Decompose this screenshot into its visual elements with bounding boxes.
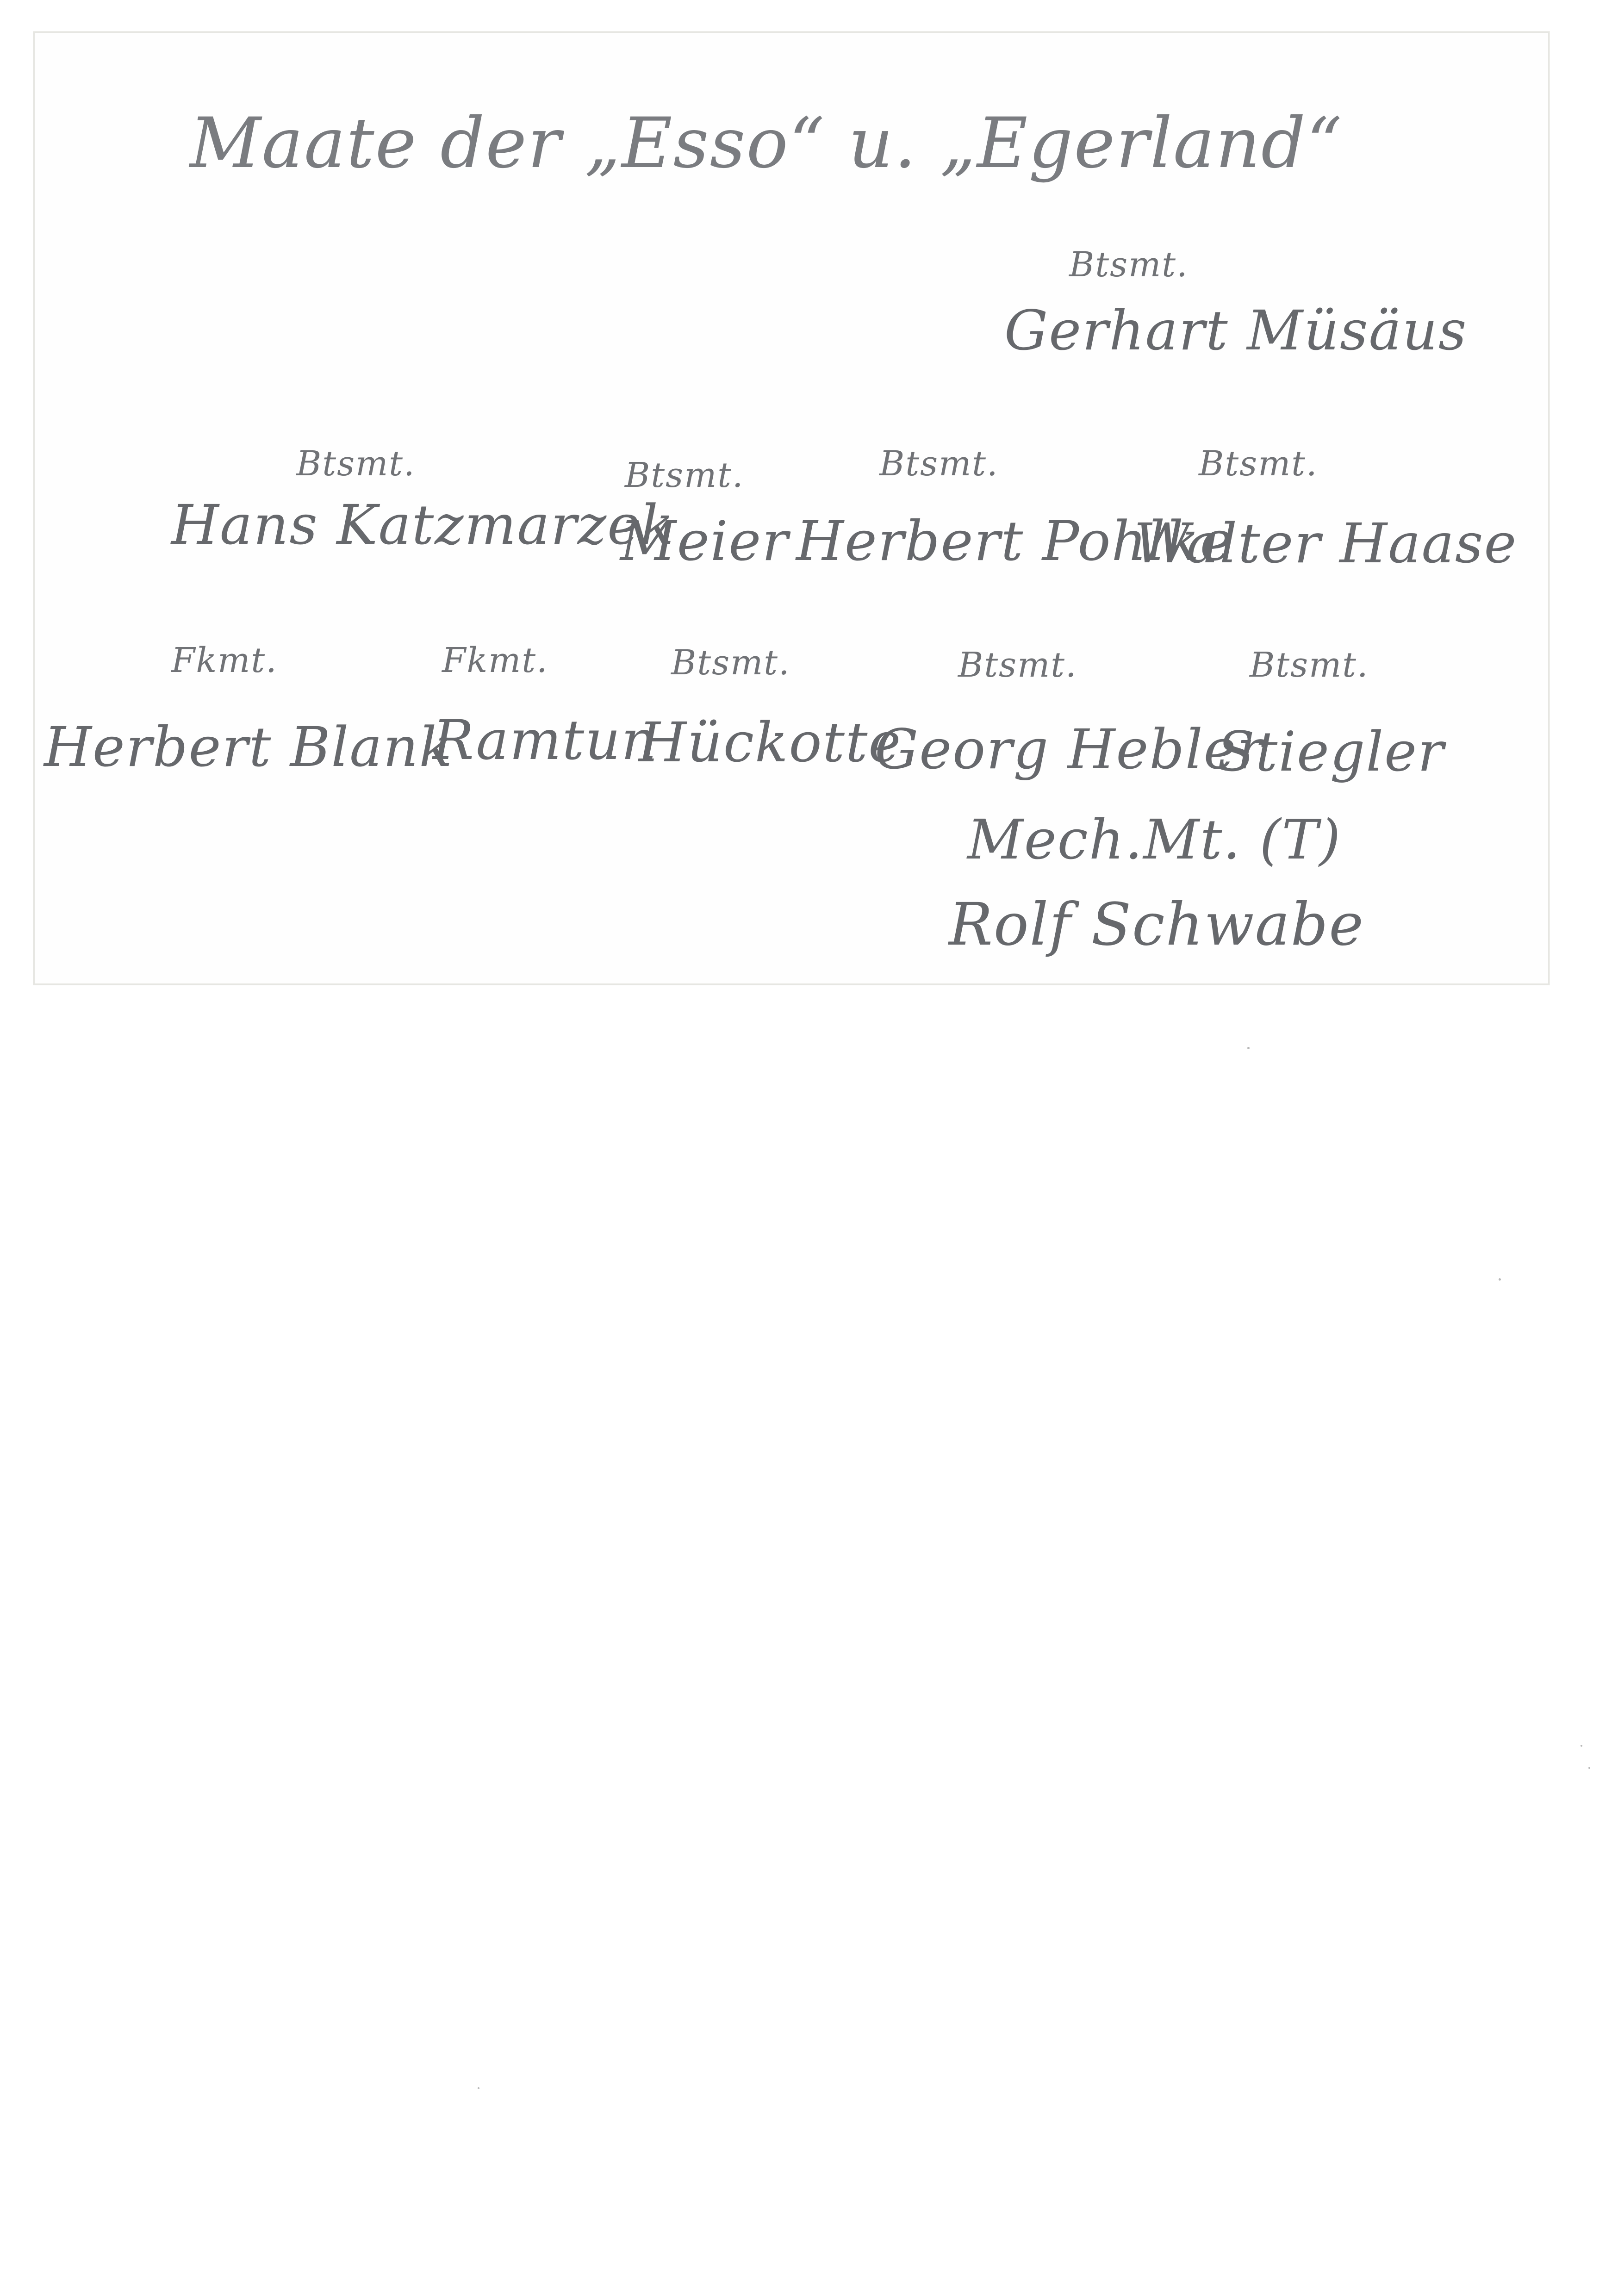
- entry-name: Hückotte: [639, 710, 902, 774]
- scan-speck: [1581, 1745, 1582, 1747]
- entry-rank: Mech.Mt. (T): [967, 808, 1342, 871]
- scan-speck: [478, 2087, 479, 2089]
- entry-name: Meier: [620, 509, 789, 573]
- entry-rank: Fkmt.: [171, 641, 278, 680]
- entry-rank: Btsmt.: [625, 455, 744, 495]
- entry-rank: Btsmt.: [671, 643, 790, 683]
- entry-name: Stiegler: [1217, 720, 1445, 784]
- entry-name: Georg Hebler: [875, 717, 1264, 781]
- entry-rank: Btsmt.: [958, 645, 1077, 685]
- entry-rank: Fkmt.: [442, 641, 548, 680]
- entry-rank: Btsmt.: [1250, 645, 1369, 685]
- entry-name: Gerhart Müsäus: [1004, 299, 1468, 362]
- scan-speck: [1588, 1767, 1590, 1769]
- entry-name: Hans Katzmarzek: [171, 493, 675, 557]
- entry-rank: Btsmt.: [1069, 245, 1189, 285]
- card-title: Maate der „Esso“ u. „Egerland“: [190, 103, 1343, 184]
- entry-name: Rolf Schwabe: [949, 890, 1364, 958]
- entry-rank: Btsmt.: [879, 444, 999, 484]
- scan-speck: [1499, 1278, 1501, 1281]
- entry-name: Walter Haase: [1134, 511, 1518, 575]
- scan-speck: [1247, 1047, 1250, 1049]
- entry-name: Herbert Blank: [44, 715, 454, 779]
- entry-rank: Btsmt.: [1199, 444, 1318, 484]
- entry-rank: Btsmt.: [296, 444, 416, 484]
- entry-name: Ramtun: [433, 708, 658, 772]
- entry-name: Herbert Pohlke: [796, 509, 1233, 573]
